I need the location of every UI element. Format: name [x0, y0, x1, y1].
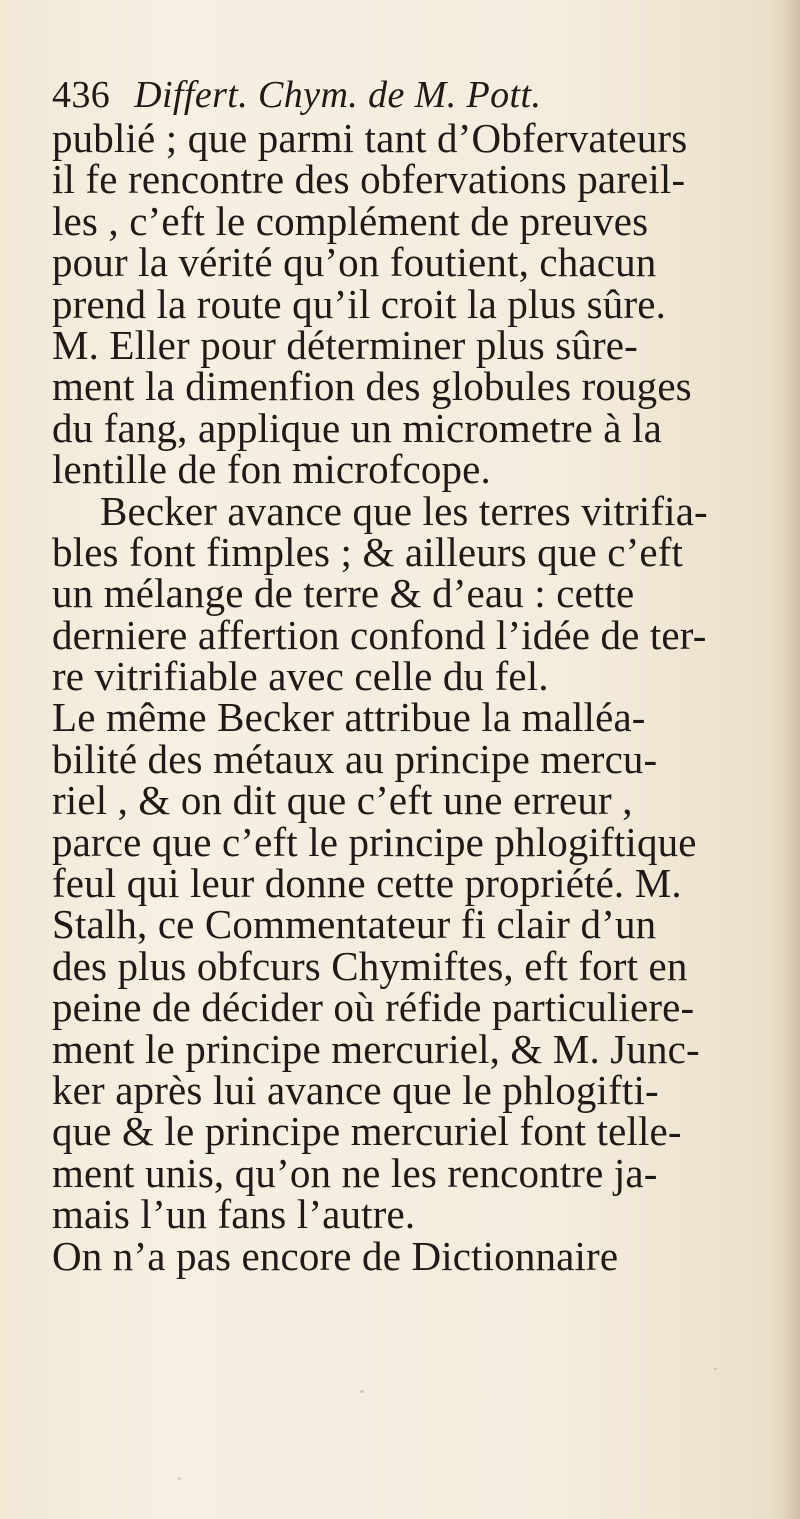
- text-line: pour la vérité qu’on foutient, chacun: [52, 239, 657, 286]
- paragraph-start-line: On n’a pas encore de Dictionnaire: [52, 1232, 619, 1279]
- paper-speck: [178, 1477, 181, 1480]
- page-number: 436: [52, 74, 111, 116]
- text-line: du fang, applique un micrometre à la: [52, 404, 662, 451]
- text-line: ment le principe mercuriel, & M. Junc-: [52, 1025, 700, 1072]
- text-line: bles font fimples ; & ailleurs que c’eft: [52, 528, 684, 575]
- text-line: M. Eller pour déterminer plus sûre-: [52, 321, 638, 368]
- text-line: des plus obfcurs Chymiftes, eft fort en: [52, 942, 688, 989]
- text-line: feul qui leur donne cette propriété. M.: [52, 860, 682, 907]
- text-line: bilité des métaux au principe mercu-: [52, 735, 658, 782]
- body-text: [52, 115, 787, 1279]
- text-line: lentille de fon microfcope.: [52, 446, 491, 493]
- text-line: re vitrifiable avec celle du fel.: [52, 653, 549, 700]
- text-line: ker après lui avance que le phlogifti-: [52, 1066, 659, 1113]
- text-line: derniere affertion confond l’idée de ter-: [52, 611, 707, 658]
- text-line: publié ; que parmi tant d’Obfervateurs: [52, 115, 688, 161]
- paragraph-start-line: Le même Becker attribue la malléa-: [52, 694, 646, 741]
- text-line: ment la dimenfion des globules rouges: [52, 363, 692, 410]
- text-line: les , c’eft le complément de preuves: [52, 197, 649, 244]
- running-title: Differt. Chym. de M. Pott.: [134, 74, 542, 116]
- page-header: [52, 74, 541, 116]
- paper-speck: [360, 1390, 364, 1393]
- paper-speck: [714, 1368, 717, 1370]
- text-line: ment unis, qu’on ne les rencontre ja-: [52, 1149, 658, 1196]
- text-line: mais l’un fans l’autre.: [52, 1191, 416, 1238]
- text-line: parce que c’eft le principe phlogiftique: [52, 818, 697, 865]
- text-line: peine de décider où réfide particuliere-: [52, 984, 695, 1031]
- text-line: prend la route qu’il croit la plus sûre.: [52, 280, 666, 327]
- text-line: riel , & on dit que c’eft une erreur ,: [52, 777, 633, 824]
- text-line: un mélange de terre & d’eau : cette: [52, 570, 635, 617]
- paragraph-start-line: Becker avance que les terres vitrifia-: [100, 487, 708, 534]
- text-line: Stalh, ce Commentateur fi clair d’un: [52, 901, 657, 948]
- text-line: il fe rencontre des obfervations pareil-: [52, 156, 686, 203]
- text-line: que & le principe mercuriel font telle-: [52, 1108, 682, 1155]
